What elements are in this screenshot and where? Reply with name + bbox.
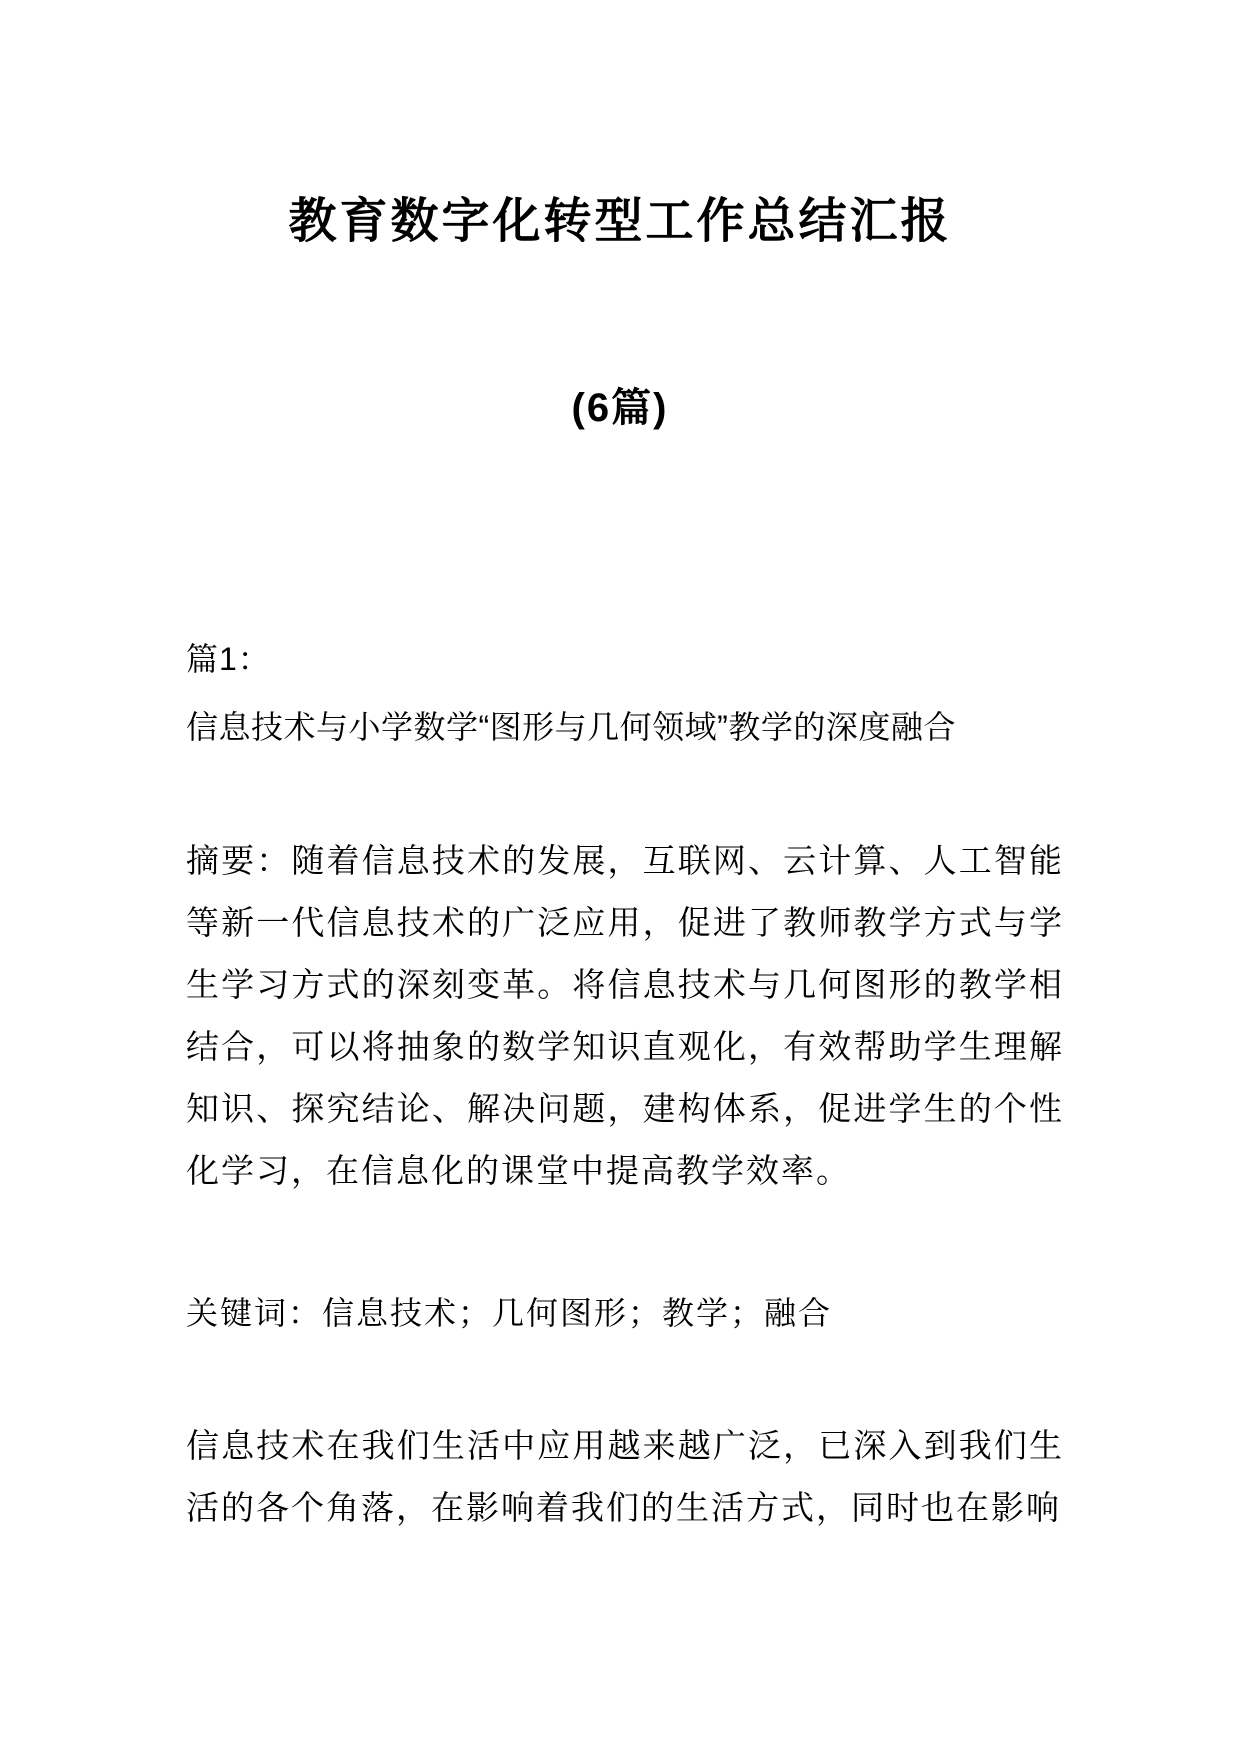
document-count-label: (6篇) — [571, 386, 669, 430]
section-1-abstract-paragraph: 摘要：随着信息技术的发展，互联网、云计算、人工智能等新一代信息技术的广泛应用，促进了教师教学方式与学生学习方式的深刻变革。将信息技术与几何图形的教学相结合，可以将抽象的数学知识直观化，有效帮助学生理解知识、探究结论、解决问题，建构体系，促进学生的个性化学习，在信息化的课堂中提高教学效率。 — [186, 842, 1064, 1189]
document-title: 教育数字化转型工作总结汇报 — [288, 195, 952, 248]
section-1-subtitle: 信息技术与小学数学“图形与几何领域”教学的深度融合 — [186, 709, 956, 745]
section-1-keywords-line: 关键词：信息技术；几何图形；教学；融合 — [186, 1295, 833, 1331]
section-1-label: 篇1： — [186, 641, 271, 677]
section-1-body-paragraph: 信息技术在我们生活中应用越来越广泛，已深入到我们生活的各个角落，在影响着我们的生活方式，同时也在影响 — [186, 1427, 1064, 1526]
